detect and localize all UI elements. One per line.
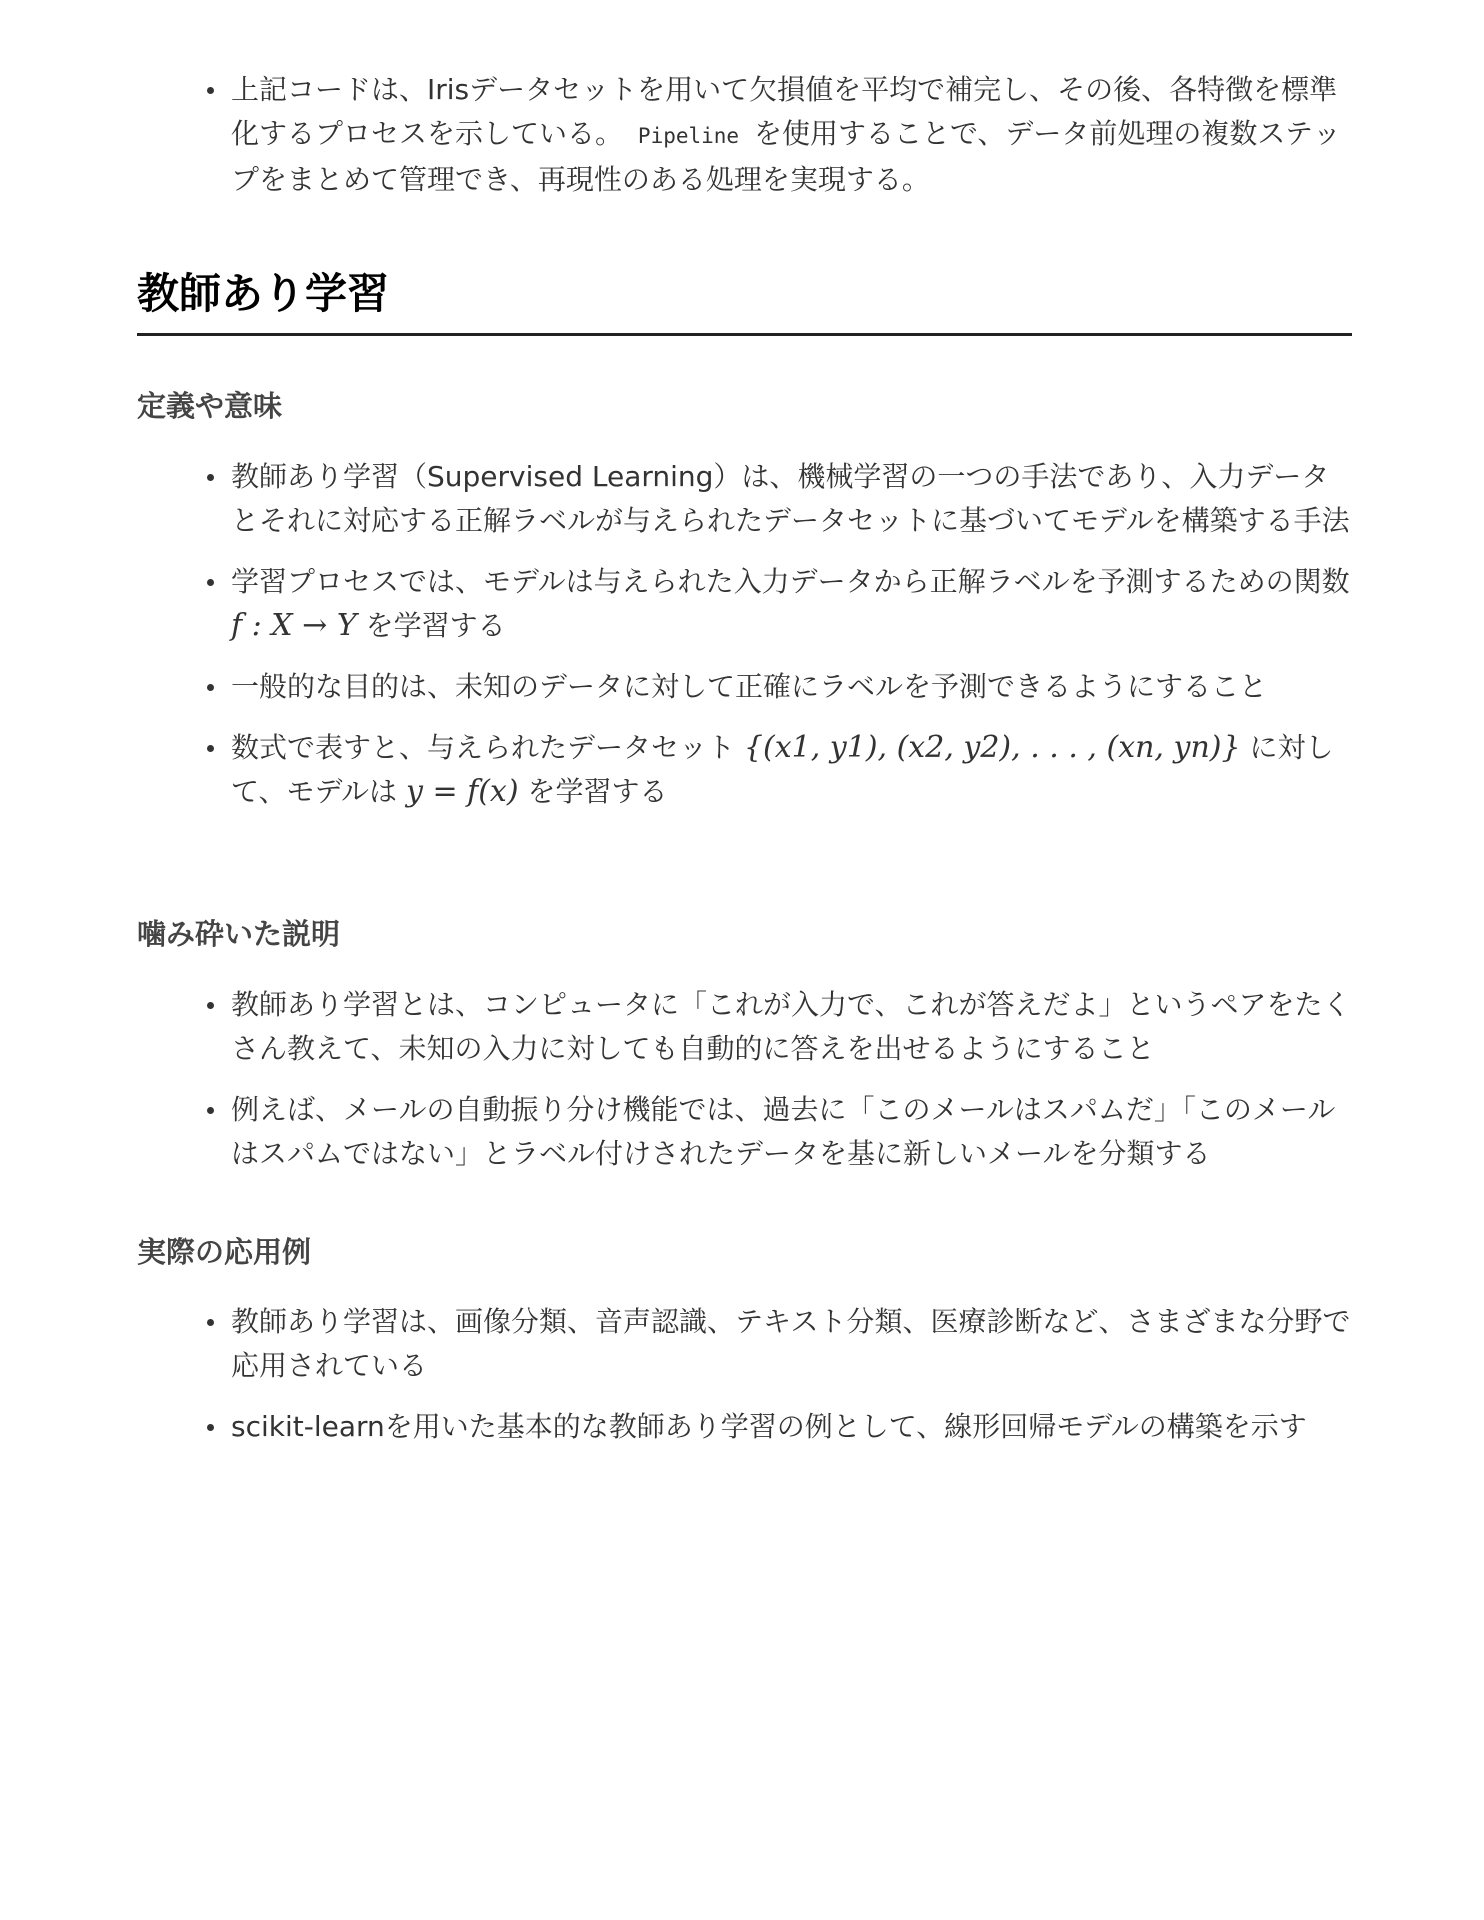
bullet-icon (207, 87, 214, 94)
applications-item-2-text: scikit-learnを用いた基本的な教師あり学習の例として、線形回帰モデルの構築を示す (231, 1410, 1307, 1443)
list-item (137, 455, 1352, 543)
list-item (137, 1300, 1352, 1388)
list-spacer (137, 709, 1352, 726)
bullet-icon (207, 1424, 214, 1431)
inline-code: Pipeline (637, 124, 740, 148)
applications-block (137, 1300, 1352, 1449)
list-item (137, 1405, 1352, 1449)
applications-item-1-text: 教師あり学習は、画像分類、音声認識、テキスト分類、医療診断など、さまざまな分野で応用されている (231, 1305, 1351, 1382)
bullet-icon (207, 1002, 214, 1009)
list-spacer (137, 1388, 1352, 1405)
section-title-divider (137, 333, 1352, 336)
math-formula: f : X → Y (231, 608, 357, 643)
applications-heading: 実際の応用例 (137, 1235, 312, 1269)
definition-item-4-text: 数式で表すと、与えられたデータセット (231, 731, 736, 764)
definition-block (137, 455, 1352, 814)
math-formula: y = f(x) (405, 774, 519, 809)
bullet-icon (207, 1107, 214, 1114)
bullet-icon (207, 745, 214, 752)
definition-item-1-text: 教師あり学習（Supervised Learning）は、機械学習の一つの手法であり、入力データとそれに対応する正解ラベルが与えられたデータセットに基づいてモデルを構築する手法 (231, 460, 1350, 537)
explanation-list (137, 983, 1352, 1176)
bullet-icon (207, 579, 214, 586)
section-title: 教師あり学習 (137, 269, 390, 318)
explanation-item-2-text: 例えば、メールの自動振り分け機能では、過去に「このメールはスパムだ」「このメールはスパムではない」とラベル付けされたデータを基に新しいメールを分類する (231, 1093, 1336, 1170)
intro-text-after-code: を使用することで、データ前処理の複数ステップをまとめて管理でき、再現性のある処理を実現する。 (231, 117, 1341, 196)
list-spacer (137, 1071, 1352, 1088)
list-spacer (137, 648, 1352, 665)
definition-item-2-text-after: を学習する (365, 609, 506, 642)
definition-item-2-text: 学習プロセスでは、モデルは与えられた入力データから正解ラベルを予測するための関数 (231, 565, 1350, 598)
intro-block (137, 68, 1352, 202)
explanation-block (137, 983, 1352, 1176)
list-item (137, 68, 1352, 202)
definition-heading: 定義や意味 (137, 389, 283, 423)
list-item (137, 665, 1352, 709)
definition-list (137, 455, 1352, 814)
list-item (137, 726, 1352, 814)
bullet-icon (207, 474, 214, 481)
list-item (137, 983, 1352, 1071)
math-formula: {(x1, y1), (x2, y2), . . . , (xn, yn)} (743, 730, 1241, 765)
intro-list (137, 68, 1352, 202)
definition-item-3-text: 一般的な目的は、未知のデータに対して正確にラベルを予測できるようにすること (231, 670, 1268, 703)
applications-list (137, 1300, 1352, 1449)
list-spacer (137, 543, 1352, 560)
explanation-item-1-text: 教師あり学習とは、コンピュータに「これが入力で、これが答えだよ」というペアをたくさん教えて、未知の入力に対しても自動的に答えを出せるようにすること (231, 988, 1351, 1065)
list-item (137, 1088, 1352, 1176)
definition-item-4-text-middle: に対して、モデルは (231, 731, 1334, 808)
intro-text-before-code: 上記コードは、Irisデータセットを用いて欠損値を平均で補完し、その後、各特徴を標準化するプロセスを示している。 (231, 73, 1338, 150)
bullet-icon (207, 684, 214, 691)
definition-item-4-text-after: を学習する (527, 775, 668, 808)
bullet-icon (207, 1319, 214, 1326)
list-item (137, 560, 1352, 648)
explanation-heading: 噛み砕いた説明 (137, 917, 341, 951)
